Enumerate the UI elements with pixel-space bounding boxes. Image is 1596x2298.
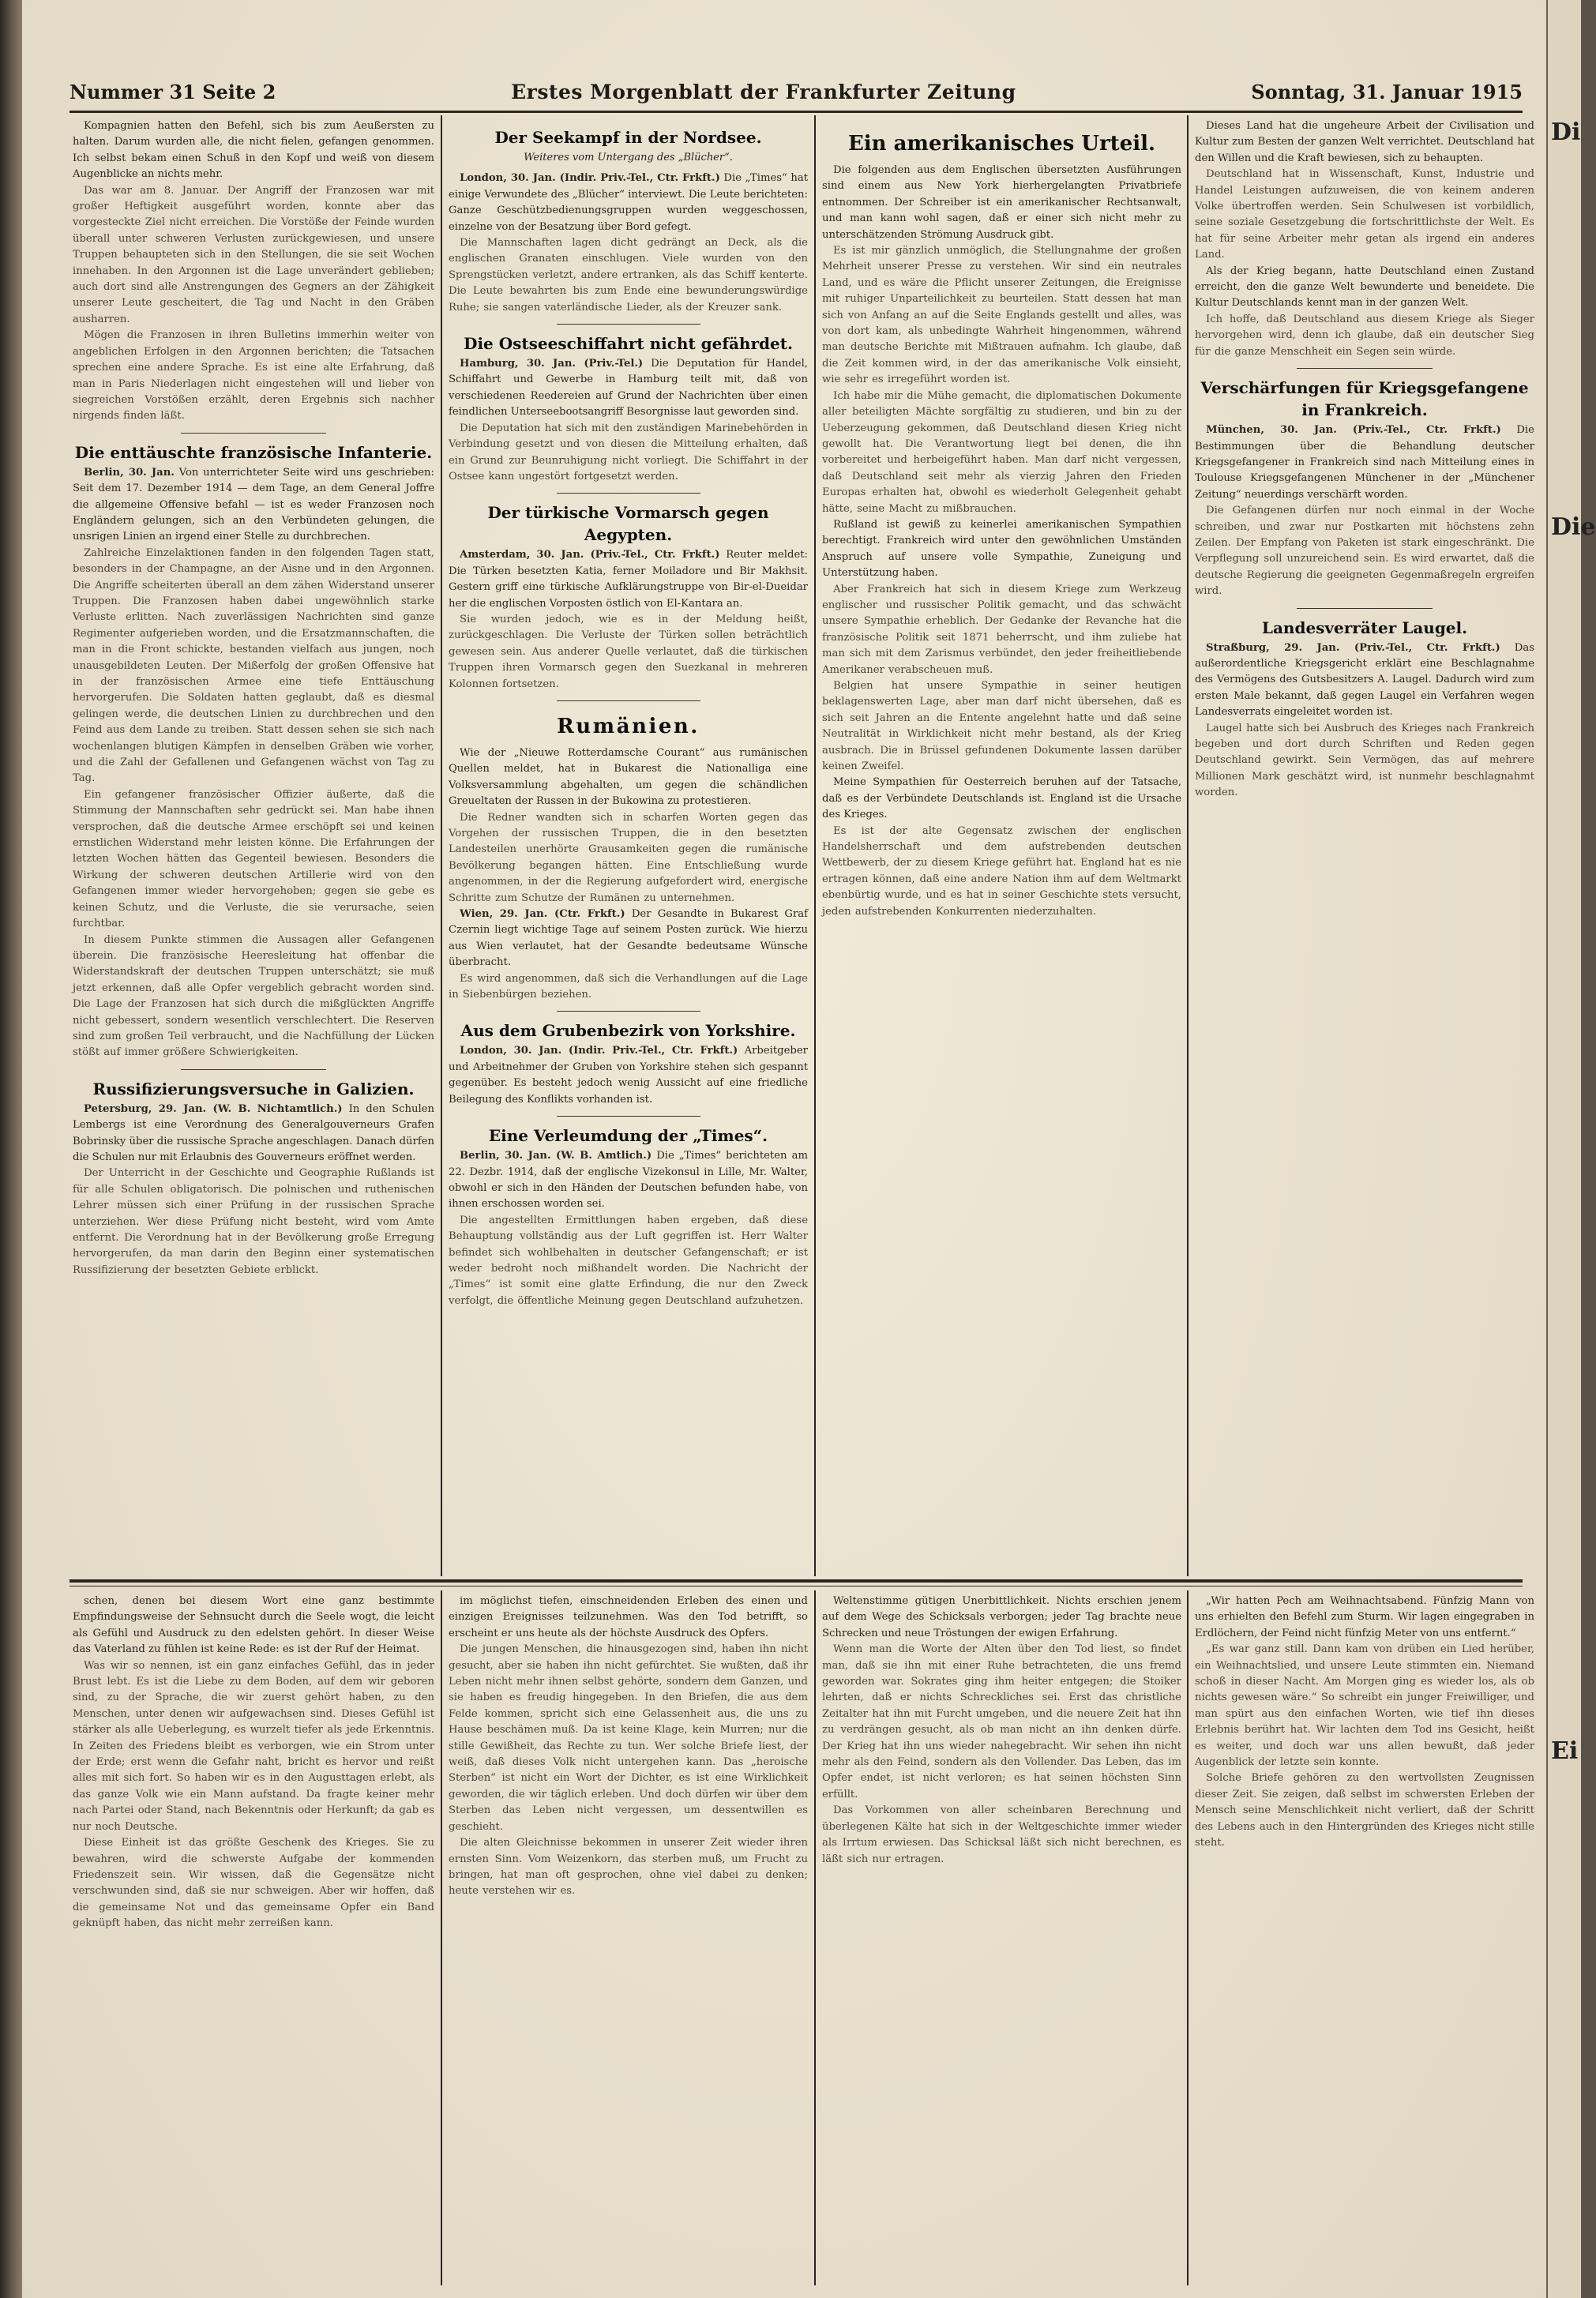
column-divider xyxy=(814,115,816,1576)
section-rule xyxy=(557,1116,700,1117)
article-text: Die „Times“ hat einige Verwundete des „Blücher“ interviewt. Die Leute berichteten: Ganze Geschützbedienungsgruppen wurden weggeschossen, einzelne von der Besatzung über Bord gefegt. xyxy=(449,172,808,233)
column-divider xyxy=(1187,1590,1189,2285)
article-text: In den Schulen Lembergs ist eine Verordnung des Generalgouverneurs Grafen Bobrinsky über die russische Sprache angeschlagen. Danach dürfen die Schulen nur mit Erlaubnis des Gouverneurs eröffnet werden. xyxy=(73,1102,434,1163)
feuilleton-text: im möglichst tiefen, einschneidenden Erleben des einen und einzigen Ereignisses teilzunehmen. Was den Tod betrifft, so erscheint er uns heute als der höchste Ausdruck des Opfers. xyxy=(449,1595,808,1639)
column-divider xyxy=(441,1590,442,2285)
dateline: Hamburg, 30. Jan. (Priv.-Tel.) xyxy=(460,358,644,370)
article-text: Arbeitgeber und Arbeitnehmer der Gruben von Yorkshire stehen sich gespannt gegenüber. Es besteht jedoch wenig Aussicht auf eine friedliche Beilegung des Konflikts vorhanden ist. xyxy=(449,1045,808,1106)
feuilleton-rule xyxy=(69,1579,1523,1583)
dateline: London, 30. Jan. (Indir. Priv.-Tel., Ctr. Frkft.) xyxy=(460,172,720,185)
dateline: München, 30. Jan. (Priv.-Tel., Ctr. Frkft.) xyxy=(1206,424,1501,437)
subheadline-bluecher: Weiteres vom Untergang des „Blücher“. xyxy=(524,152,733,163)
column-1: Kompagnien hatten den Befehl, sich bis zum Aeußersten zu halten. Darum wurden alle, die nicht fielen, gefangen genommen. Ich selbst bekam einen Schuß in den Kopf und weiß von diesem Augenblicke an nichts mehr. Das war am 8. Januar. Der Angriff der Franzosen war mit großer Heftigkeit ausgeführt worden, konnte aber das vorgesteckte Ziel nicht erreichen. Die Vorstöße der Feinde wurden überall unter schweren Verlusten zurückgewiesen, und unsere Truppen behaupteten sich in den Stellungen, die sie seit Wochen innehaben. In den Argonnen ist die Lage unverändert geblieben; auch dort sind alle Anstrengungen des Gegners an der Zähigkeit unserer Leute gescheitert, die Tag und Nacht in den Gräben ausharren. Mögen die Franzosen in ihren Bulletins immerhin weiter von angeblichen Erfolgen in den Argonnen berichten; die Tatsachen sprechen eine andere Sprache. Es ist eine alte Erfahrung, daß man in Paris Niederlagen nicht eingestehen will und lieber von siegreichen Vorstößen erzählt, deren Ergebnis sich nachher nirgends finden läßt. Die enttäuschte französische Infanterie. Berlin, 30. Jan. Von unterrichteter Seite wird uns geschrieben: Seit dem 17. Dezember 1914 — dem Tage, an dem General Joffre die allgemeine Offensive befahl — ist es weder Franzosen noch Engländern gelungen, sich an den Verbündeten gelungen, die unsrigen Linien an irgend einer Stelle zu durchbrechen. Zahlreiche Einzelaktionen fanden in den folgenden Tagen statt, besonders in der Champagne, an der Aisne und in den Argonnen. Die Angriffe scheiterten überall an dem zähen Widerstand unserer Truppen. Die Franzosen haben dabei ungewöhnlich starke Verluste erlitten. Nach zuverlässigen Nachrichten sind ganze Regimenter aufgerieben worden, und die Ersatzmannschaften, die man in die Front schickte, bestanden vielfach aus jungen, noch unausgebildeten Leuten. Der Mißerfolg der großen Offensive hat in der französischen Armee eine tiefe Enttäuschung hervorgerufen. Die Soldaten hatten geglaubt, daß es diesmal gelingen werde, die deutschen Linien zu durchbrechen und den Feind aus dem Lande zu treiben. Statt dessen sehen sie sich nach wochenlangen blutigen Kämpfen in denselben Gräben wie vorher, und die Zahl der Gefallenen und Gefangenen wächst von Tag zu Tag. Ein gefangener französischer Offizier äußerte, daß die Stimmung der Mannschaften sehr gedrückt sei. Man habe ihnen versprochen, daß die deutsche Armee erschöpft sei und keinen ernstlichen Widerstand mehr leisten könne. Die Erfahrungen der letzten Wochen hätten das Gegenteil bewiesen. Besonders die Wirkung der schweren deutschen Artillerie wird von den Gefangenen immer wieder hervorgehoben; gegen sie gebe es keinen Schutz, und die Verluste, die sie verursache, seien furchtbar. In diesem Punkte stimmen die Aussagen aller Gefangenen überein. Die französische Heeresleitung hat offenbar die Widerstandskraft der deutschen Truppen unterschätzt; sie muß jetzt erkennen, daß alle Opfer vergeblich gebracht worden sind. Die Lage der Franzosen hat sich durch die mißglückten Angriffe nicht gebessert, sondern wesentlich verschlechtert. Die Reserven sind zum großen Teil verbraucht, und die Nachfüllung der Lücken stößt auf immer größere Schwierigkeiten. Russifizierungsversuche in Galizien. Petersburg, 29. Jan. (W. B. Nichtamtlich.) In den Schulen Lembergs ist eine Verordnung des Generalgouverneurs Grafen Bobrinsky über die russische Sprache angeschlagen. Danach dürfen die Schulen nur mit Erlaubnis des Gouverneurs eröffnet werden. Der Unterricht in der Geschichte und Geographie Rußlands ist für alle Schulen obligatorisch. Die polnischen und ruthenischen Lehrer müssen sich einer Prüfung in der russischen Sprache unterziehen. Wer diese Prüfung nicht besteht, wird vom Amte entfernt. Die Verordnung hat in der Bevölkerung große Erregung hervorgerufen, da man darin den Beginn einer systematischen Russifizierung der besetzten Gebiete erblickt. xyxy=(73,120,434,1276)
column-4: Dieses Land hat die ungeheure Arbeit der Civilisation und Kultur zum Besten der ganzen Welt verrichtet. Deutschland hat den Willen und die Kraft bewiesen, sich zu behaupten. Deutschland hat in Wissenschaft, Kunst, Industrie und Handel Leistungen aufzuweisen, die von keinem anderen Volke übertroffen werden. Sein Schulwesen ist vorbildlich, seine soziale Gesetzgebung die fortschrittlichste der Welt. Es hat für seine Arbeiter mehr getan als irgend ein anderes Land. Als der Krieg begann, hatte Deutschland einen Zustand erreicht, den die ganze Welt bewunderte und beneidete. Die Kultur Deutschlands kennt man in der ganzen Welt. Ich hoffe, daß Deutschland aus diesem Kriege als Sieger hervorgehen wird, denn ich glaube, daß ein deutscher Sieg für die ganze Menschheit ein Segen sein würde. Verschärfungen für Kriegsgefangene in Frankreich. München, 30. Jan. (Priv.-Tel., Ctr. Frkft.) Die Bestimmungen über die Behandlung deutscher Kriegsgefangener in Frankreich sind nach Mitteilung eines in Toulouse Kriegsgefangenen Münchener in der „Münchener Zeitung“ neuerdings verschärft worden. Die Gefangenen dürfen nur noch einmal in der Woche schreiben, und zwar nur Postkarten mit höchstens zehn Zeilen. Der Empfang von Paketen ist stark eingeschränkt. Die Verpflegung soll unzureichend sein. Es wird erwartet, daß die deutsche Regierung die geeigneten Gegenmaßregeln ergreifen wird. Landesverräter Laugel. Straßburg, 29. Jan. (Priv.-Tel., Ctr. Frkft.) Das außerordentliche Kriegsgericht erklärt eine Beschlagnahme des Vermögens des Gutsbesitzers A. Laugel. Dadurch wird zum ersten Male bekannt, daß gegen Laugel ein Verfahren wegen Landesverrats eingeleitet worden ist. Laugel hatte sich bei Ausbruch des Krieges nach Frankreich begeben und dort durch Schriften und Reden gegen Deutschland gewirkt. Sein Vermögen, das auf mehrere Millionen Mark geschätzt wird, ist nunmehr beschlagnahmt worden. xyxy=(1195,120,1534,799)
article-text: Kompagnien hatten den Befehl, sich bis zum Aeußersten zu halten. Darum wurden alle, die nicht fielen, gefangen genommen. Ich selbst bekam einen Schuß in den Kopf und weiß von diesem Augenblicke an nichts mehr. xyxy=(73,120,434,181)
headline-french-infantry: Die enttäuschte französische Infanterie. xyxy=(74,442,433,462)
article-text: Die Deputation für Handel, Schiffahrt und Gewerbe in Hamburg teilt mit, daß von verschiedenen Reedereien auf Grund der Nachrichten über einen feindlichen Unterseebootsangriff Besorgnisse laut geworden sind. xyxy=(449,358,808,419)
article-text: Von unterrichteter Seite wird uns geschrieben: Seit dem 17. Dezember 1914 — dem Tage, an dem General Joffre die allgemeine Offensive befahl — ist es weder Franzosen noch Engländern gelungen, sich an den Verbündeten gelungen, die unsrigen Linien an irgend einer Stelle zu durchbrechen. xyxy=(73,466,434,543)
headline-romania: Rumänien. xyxy=(557,714,700,738)
feuilleton-column-2: im möglichst tiefen, einschneidenden Erleben des einen und einzigen Ereignisses teilzunehmen. Was den Tod betrifft, so erscheint er uns heute als der höchste Ausdruck des Opfers. Die jungen Menschen, die hinausgezogen sind, haben ihn nicht gesucht, aber sie haben ihn nicht gefürchtet. Sie wußten, daß ihr Leben nicht mehr ihnen selbst gehörte, sondern dem Ganzen, und sie haben es freudig hingegeben. In den Briefen, die aus dem Felde kommen, spricht sich eine Gelassenheit aus, die uns zu Hause beschämen muß. Da ist keine Klage, kein Murren; nur die stille Gewißheit, das Rechte zu tun. Wer solche Briefe liest, der weiß, daß dieses Volk nicht untergehen kann. Das „heroische Sterben“ ist nicht ein Wort der Dichter, es ist eine Wirklichkeit geworden, die wir täglich erleben. Und doch dürfen wir über dem Sterben das Leben nicht vergessen, um dessentwillen es geschieht. Die alten Gleichnisse bekommen in unserer Zeit wieder ihren ernsten Sinn. Vom Weizenkorn, das sterben muß, um Frucht zu bringen, hat man oft gesprochen, ohne viel dabei zu denken; heute verstehen wir es. xyxy=(449,1595,808,1898)
header-rule xyxy=(69,111,1523,113)
feuilleton-column-1: schen, denen bei diesem Wort eine ganz bestimmte Empfindungsweise der Sehnsucht durch die Seele wogt, die leicht als Gefühl und Ausdruck zu den edelsten gehört. In dieser Weise das Vaterland zu fühlen ist keine Rede: es ist der Ruf der Heimat. Was wir so nennen, ist ein ganz einfaches Gefühl, das in jeder Brust lebt. Es ist die Liebe zu dem Boden, auf dem wir geboren sind, zu der Sprache, die wir zuerst gehört haben, zu den Menschen, unter denen wir aufgewachsen sind. Dieses Gefühl ist stärker als alle Ueberlegung, es wurzelt tiefer als jede Erkenntnis. In Zeiten des Friedens bleibt es verborgen, wie ein Strom unter der Erde; erst wenn die Gefahr naht, bricht es hervor und reißt alles mit sich fort. So haben wir es in den Augusttagen erlebt, als das ganze Volk wie ein Mann aufstand. Da fragte keiner mehr nach Partei oder Stand, nach Bekenntnis oder Herkunft; da gab es nur noch Deutsche. Diese Einheit ist das größte Geschenk des Krieges. Sie zu bewahren, wird die schwerste Aufgabe der kommenden Friedenszeit sein. Wir wissen, daß die Gegensätze nicht verschwunden sind, daß sie nur schweigen. Aber wir hoffen, daß die gemeinsame Not und das gemeinsame Opfer ein Band geknüpft haben, das nicht mehr zerreißen kann. xyxy=(73,1595,434,1930)
article-text: Der Gesandte in Bukarest Graf Czernin liegt wichtige Tage auf seinem Posten zurück. Wie hierzu aus Wien verlautet, hat der Gesandte bedeutsame Wünsche überbracht. xyxy=(449,908,808,969)
column-2: Der Seekampf in der Nordsee. Weiteres vom Untergang des „Blücher“. London, 30. Jan. (Indir. Priv.-Tel., Ctr. Frkft.) Die „Times“ hat einige Verwundete des „Blücher“ interviewt. Die Leute berichteten: Ganze Geschützbedienungsgruppen wurden weggeschossen, einzelne von der Besatzung über Bord gefegt. Die Mannschaften lagen dicht gedrängt an Deck, als die englischen Granaten einschlugen. Viele wurden von den Sprengstücken verletzt, andere ertranken, als das Schiff kenterte. Die Leute bewahrten bis zum Ende eine bewunderungswürdige Ruhe; sie sangen vaterländische Lieder, als der Kreuzer sank. Die Ostseeschiffahrt nicht gefährdet. Hamburg, 30. Jan. (Priv.-Tel.) Die Deputation für Handel, Schiffahrt und Gewerbe in Hamburg teilt mit, daß von verschiedenen Reedereien auf Grund der Nachrichten über einen feindlichen Unterseebootsangriff Besorgnisse laut geworden sind. Die Deputation hat sich mit den zuständigen Marinebehörden in Verbindung gesetzt und von diesen die Mitteilung erhalten, daß ein Grund zur Beunruhigung nicht vorliegt. Die Schiffahrt in der Ostsee kann ungestört fortgesetzt werden. Der türkische Vormarsch gegen Aegypten. Amsterdam, 30. Jan. (Priv.-Tel., Ctr. Frkft.) Reuter meldet: Die Türken besetzten Katia, ferner Moiladore und Bir Makhsit. Gestern griff eine türkische Aufklärungstruppe von Bir-el-Dueidar her die englischen Vorposten östlich von El-Kantara an. Sie wurden jedoch, wie es in der Meldung heißt, zurückgeschlagen. Die Verluste der Türken sollen beträchtlich gewesen sein. Aus anderer Quelle verlautet, daß die türkischen Truppen ihren Vormarsch gegen den Suezkanal in mehreren Kolonnen fortsetzen. Rumänien. Wie der „Nieuwe Rotterdamsche Courant“ aus rumänischen Quellen meldet, hat in Bukarest die Nationalliga eine Volksversammlung abgehalten, um gegen die schändlichen Greueltaten der Russen in der Bukowina zu protestieren. Die Redner wandten sich in scharfen Worten gegen das Vorgehen der russischen Truppen, die in den besetzten Landesteilen unerhörte Grausamkeiten gegen die rumänische Bevölkerung begangen hätten. Eine Entschließung wurde angenommen, in der die Regierung aufgefordert wird, energische Schritte zum Schutze der Rumänen zu unternehmen. Wien, 29. Jan. (Ctr. Frkft.) Der Gesandte in Bukarest Graf Czernin liegt wichtige Tage auf seinem Posten zurück. Wie hierzu aus Wien verlautet, hat der Gesandte bedeutsame Wünsche überbracht. Es wird angenommen, daß sich die Verhandlungen auf die Lage in Siebenbürgen beziehen. Aus dem Grubenbezirk von Yorkshire. London, 30. Jan. (Indir. Priv.-Tel., Ctr. Frkft.) Arbeitgeber und Arbeitnehmer der Gruben von Yorkshire stehen sich gespannt gegenüber. Es besteht jedoch wenig Aussicht auf eine friedliche Beilegung des Konflikts vorhanden ist. Eine Verleumdung der „Times“. Berlin, 30. Jan. (W. B. Amtlich.) Die „Times“ berichteten am 22. Dezbr. 1914, daß der englische Vizekonsul in Lille, Mr. Walter, obwohl er sich in den Händen der Deutschen befunden habe, von ihnen erschossen worden sei. Die angestellten Ermittlungen haben ergeben, daß diese Behauptung vollständig aus der Luft gegriffen ist. Herr Walter befindet sich wohlbehalten in deutscher Gefangenschaft; er ist weder bedroht noch mißhandelt worden. Die Nachricht der „Times“ ist somit eine glatte Erfindung, die nur den Zweck verfolgt, die öffentliche Meinung gegen Deutschland aufzuhetzen. xyxy=(449,128,809,1307)
headline-times: Eine Verleumdung der „Times“. xyxy=(488,1126,768,1146)
column-divider xyxy=(1187,115,1189,1576)
adjacent-page-fragment: Die xyxy=(1551,513,1596,541)
column-divider xyxy=(814,1590,816,2285)
article-text: Als der Krieg begann, hatte Deutschland einen Zustand erreicht, den die ganze Welt bewunderte und beneidete. Die Kultur Deutschlands kennt man in der ganzen Welt. xyxy=(1195,265,1534,310)
headline-prisoners-france: Verschärfungen für Kriegsgefangene in Frankreich. xyxy=(1200,378,1529,420)
dateline: Berlin, 30. Jan. xyxy=(84,466,175,479)
headline-laugel: Landesverräter Laugel. xyxy=(1261,618,1468,637)
adjacent-page-edge xyxy=(1546,0,1596,2298)
article-text: Dieses Land hat die ungeheure Arbeit der Civilisation und Kultur zum Besten der ganzen Welt verrichtet. Deutschland hat den Willen und die Kraft bewiesen, sich zu behaupten. xyxy=(1195,120,1534,164)
article-text: Meine Sympathien für Oesterreich beruhen auf der Tatsache, daß es der Verbündete Deutschlands ist. England ist die Ursache des Krieges. xyxy=(822,776,1181,821)
section-rule xyxy=(557,493,700,494)
header-masthead: Erstes Morgenblatt der Frankfurter Zeitung xyxy=(511,80,1016,103)
article-text: Die Bestimmungen über die Behandlung deutscher Kriegsgefangener in Frankreich sind nach Mitteilung eines in Toulouse Kriegsgefangenen Münchener in der „Münchener Zeitung“ neuerdings verschärft worden. xyxy=(1195,424,1534,501)
column-divider xyxy=(441,115,442,1576)
feuilleton-column-3: Weltenstimme gütigen Unerbittlichkeit. Nichts erschien jenem auf dem Wege des Schicksals verborgen; jeder Tag brachte neue Schrecken und neue Tröstungen der ewigen Erfahrung. Wenn man die Worte der Alten über den Tod liest, so findet man, daß sie ihn mit einer Ruhe betrachteten, die uns fremd geworden war. Sokrates ging ihm heiter entgegen; die Stoiker lehrten, daß er nichts Schreckliches sei. Erst das christliche Zeitalter hat ihn mit Furcht umgeben, und die neuere Zeit hat ihn zu verdrängen gesucht, als ob man nicht an ihn denken dürfe. Der Krieg hat ihn uns wieder nahegebracht. Wir sehen ihn nicht mehr als den Feind, sondern als den Vollender. Das Leben, das im Opfer endet, ist nicht verloren; es hat seinen höchsten Sinn erfüllt. Das Vorkommen von aller scheinbaren Berechnung und überlegenen Kälte hat sich in der Weltgeschichte immer wieder als Irrtum erwiesen. Das Schicksal läßt sich nicht berechnen, es läßt sich nur ertragen. xyxy=(822,1595,1181,1865)
article-text: Rußland ist gewiß zu keinerlei amerikanischen Sympathien berechtigt. Frankreich wird unter den gewöhnlichen Umständen Anspruch auf unsere volle Sympathie, Zuneigung und Unterstützung haben. xyxy=(822,518,1181,580)
section-rule xyxy=(557,1011,700,1012)
adjacent-page-fragment: Di xyxy=(1551,118,1581,146)
headline-american-judgment: Ein amerikanisches Urteil. xyxy=(847,132,1156,156)
headline-baltic-shipping: Die Ostseeschiffahrt nicht gefährdet. xyxy=(464,334,793,354)
header-issue-page: Nummer 31 Seite 2 xyxy=(69,80,276,103)
page-header xyxy=(69,76,1523,107)
section-rule xyxy=(557,700,700,701)
headline-north-sea: Der Seekampf in der Nordsee. xyxy=(494,128,762,147)
article-text: Reuter meldet: Die Türken besetzten Katia, ferner Moiladore und Bir Makhsit. Gestern griff eine türkische Aufklärungstruppe von Bir-el-Dueidar her die englischen Vorposten östlich von El-Kantara an. xyxy=(449,549,809,610)
dateline: Amsterdam, 30. Jan. (Priv.-Tel., Ctr. Frkft.) xyxy=(460,549,720,561)
section-rule xyxy=(1297,368,1433,369)
headline-galicia: Russifizierungsversuche in Galizien. xyxy=(92,1079,415,1098)
column-3: Ein amerikanisches Urteil. Die folgenden aus dem Englischen übersetzten Ausführungen sind einem aus New York hierhergelangten Privatbriefe entnommen. Der Schreiber ist ein amerikanischer Rechtsanwalt, und man kann wohl sagen, daß er einer sich nicht mehr zu unterschätzenden Strömung Ausdruck gibt. Es ist mir gänzlich unmöglich, die Stellungnahme der großen Mehrheit unserer Presse zu verstehen. Wir sind ein neutrales Land, und es wäre die Pflicht unserer Zeitungen, die Ereignisse mit ruhiger Unparteilichkeit zu beurteilen. Statt dessen hat man sich von Anfang an auf die Seite Englands gestellt und alles, was von dort kam, als unbedingte Wahrheit hingenommen, während man deutsche Berichte mit Mißtrauen aufnahm. Ich glaube, daß die Zeit kommen wird, in der das amerikanische Volk einsieht, wie sehr es irregeführt worden ist. Ich habe mir die Mühe gemacht, die diplomatischen Dokumente aller beteiligten Mächte sorgfältig zu studieren, und bin zu der Ueberzeugung gekommen, daß Deutschland diesen Krieg nicht gewollt hat. Die Verantwortung liegt bei denen, die ihn vorbereitet und herbeigeführt haben. Man darf nicht vergessen, daß Deutschland seit mehr als vierzig Jahren den Frieden Europas erhalten hat, obwohl es wiederholt Gelegenheit gehabt hätte, seine Macht zu mißbrauchen. Rußland ist gewiß zu keinerlei amerikanischen Sympathien berechtigt. Frankreich wird unter den gewöhnlichen Umständen Anspruch auf unsere volle Sympathie, Zuneigung und Unterstützung haben. Aber Frankreich hat sich in diesem Kriege zum Werkzeug englischer und russischer Politik gemacht, und das schwächt unsere Sympathie erheblich. Der Gedanke der Revanche hat die französische Politik seit 1871 beherrscht, und ihm zuliebe hat man sich mit dem Zarismus verbündet, den jeder freiheitliebende Amerikaner verabscheuen muß. Belgien hat unsere Sympathie in seiner heutigen beklagenswerten Lage, aber man darf nicht übersehen, daß es sich seit Jahren an die Entente angelehnt hatte und daß seine Neutralität in Wirklichkeit nicht mehr bestand, als der Krieg ausbrach. Die in Brüssel gefundenen Dokumente lassen darüber keinen Zweifel. Meine Sympathien für Oesterreich beruhen auf der Tatsache, daß es der Verbündete Deutschlands ist. England ist die Ursache des Krieges. Es ist der alte Gegensatz zwischen der englischen Handelsherrschaft und dem aufstrebenden deutschen Wettbewerb, der zu diesem Kriege geführt hat. England hat es nie ertragen können, daß eine andere Nation ihm auf dem Weltmarkt ebenbürtig wurde, und es hat in seiner Geschichte stets versucht, jeden aufstrebenden Konkurrenten niederzuhalten. xyxy=(822,118,1181,1571)
headline-egypt: Der türkische Vormarsch gegen Aegypten. xyxy=(487,503,769,545)
feuilleton-text: Weltenstimme gütigen Unerbittlichkeit. Nichts erschien jenem auf dem Wege des Schicksals verborgen; jeder Tag brachte neue Schrecken und neue Tröstungen der ewigen Erfahrung. xyxy=(822,1595,1181,1639)
section-rule xyxy=(181,433,325,434)
dateline: Straßburg, 29. Jan. (Priv.-Tel., Ctr. Frkft.) xyxy=(1206,641,1500,654)
feuilleton-column-4: „Wir hatten Pech am Weihnachtsabend. Fünfzig Mann von uns erhielten den Befehl zum Sturm. Wir lagen eingegraben in Erdlöchern, der Feind nicht fünfzig Meter von uns entfernt.“ „Es war ganz still. Dann kam von drüben ein Lied herüber, ein Weihnachtslied, und unsere Leute stimmten ein. Niemand schoß in dieser Nacht. Am Morgen ging es wieder los, als ob nichts gewesen wäre.“ So schreibt ein junger Freiwilliger, und man spürt aus den einfachen Worten, wie tief ihn dieses Erlebnis berührt hat. Wir lachten dem Tod ins Gesicht, heißt es weiter, und doch war uns allen bewußt, daß jeder Augenblick der letzte sein konnte. Solche Briefe gehören zu den wertvollsten Zeugnissen dieser Zeit. Sie zeigen, daß selbst im schwersten Erleben der Mensch seine Menschlichkeit nicht verliert, daß der Schritt des Lebens auch in den Hintergründen des Krieges nicht stille steht. xyxy=(1195,1595,1534,1849)
feuilleton-text: „Wir hatten Pech am Weihnachtsabend. Fünfzig Mann von uns erhielten den Befehl zum Sturm. Wir lagen eingegraben in Erdlöchern, der Feind nicht fünfzig Meter von uns entfernt.“ xyxy=(1195,1595,1534,1639)
dateline: Petersburg, 29. Jan. (W. B. Nichtamtlich.) xyxy=(84,1102,343,1115)
headline-yorkshire: Aus dem Grubenbezirk von Yorkshire. xyxy=(460,1021,796,1041)
dateline: Berlin, 30. Jan. (W. B. Amtlich.) xyxy=(460,1150,652,1162)
article-text: Das außerordentliche Kriegsgericht erklärt eine Beschlagnahme des Vermögens des Gutsbesitzers A. Laugel. Dadurch wird zum ersten Male bekannt, daß gegen Laugel ein Verfahren wegen Landesverrats eingeleitet worden ist. xyxy=(1195,641,1534,719)
dateline: Wien, 29. Jan. (Ctr. Frkft.) xyxy=(460,908,625,921)
article-text: Die „Times“ berichteten am 22. Dezbr. 1914, daß der englische Vizekonsul in Lille, Mr. Walter, obwohl er sich in den Händen der Deutschen befunden habe, von ihnen erschossen worden sei. xyxy=(449,1150,808,1211)
book-binding xyxy=(0,0,22,2298)
adjacent-page-fragment: Ei xyxy=(1551,1737,1579,1765)
dateline: London, 30. Jan. (Indir. Priv.-Tel., Ctr. Frkft.) xyxy=(460,1045,738,1057)
feuilleton-text: schen, denen bei diesem Wort eine ganz bestimmte Empfindungsweise der Sehnsucht durch die Seele wogt, die leicht als Gefühl und Ausdruck zu den edelsten gehört. In dieser Weise das Vaterland zu fühlen ist keine Rede: es ist der Ruf der Heimat. xyxy=(73,1595,434,1656)
section-rule xyxy=(1297,608,1433,609)
header-date: Sonntag, 31. Januar 1915 xyxy=(1251,80,1523,103)
section-rule xyxy=(181,1069,325,1070)
article-text: Die folgenden aus dem Englischen übersetzten Ausführungen sind einem aus New York hierhergelangten Privatbriefe entnommen. Der Schreiber ist ein amerikanischer Rechtsanwalt, und man kann wohl sagen, daß er einer sich nicht mehr zu unterschätzenden Strömung Ausdruck gibt. xyxy=(822,164,1181,241)
newspaper-page xyxy=(22,0,1546,2298)
section-rule xyxy=(557,324,700,325)
article-text: Wie der „Nieuwe Rotterdamsche Courant“ aus rumänischen Quellen meldet, hat in Bukarest die Nationalliga eine Volksversammlung abgehalten, um gegen die schändlichen Greueltaten der Russen in der Bukowina zu protestieren. xyxy=(449,746,808,808)
